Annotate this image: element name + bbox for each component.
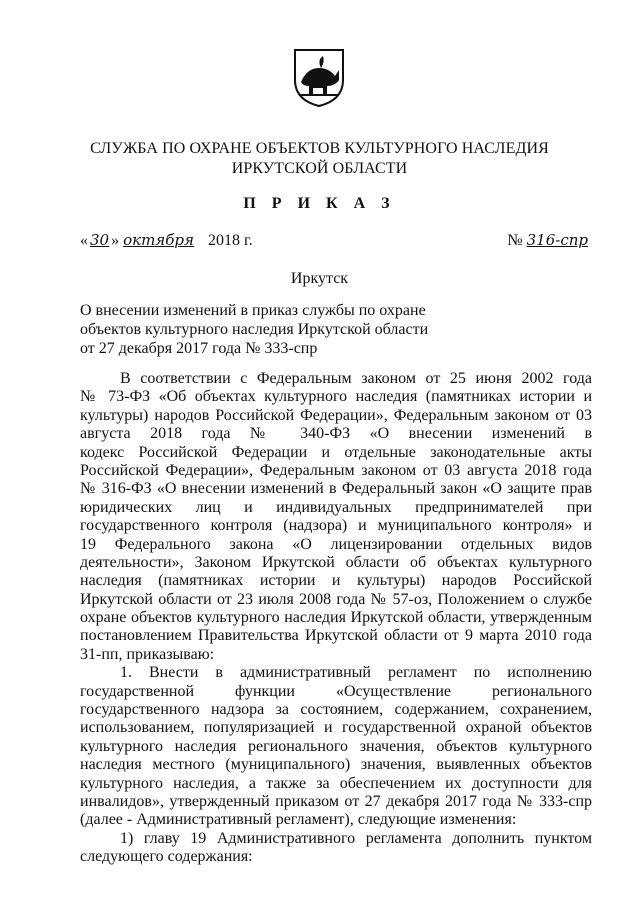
body-line: наследия (памятниках истории и культуры) народов Российской: [80, 572, 592, 590]
body-line: инвалидов», утвержденный приказом от 27 декабря 2017 года № 333-спр: [80, 792, 592, 810]
handwritten-number: 316-спр: [526, 231, 588, 249]
subject-line-3: от 27 декабря 2017 года № 333-спр: [80, 340, 318, 357]
body-line: государственного контроля (надзора) и муниципального контроля» и: [80, 517, 592, 535]
body-line: 19 Федерального закона «О лицензировании отдельных видов: [80, 535, 592, 553]
body-line: № 316-ФЗ «О внесении изменений в Федеральный закон «О защите прав: [80, 480, 592, 498]
body-line: использованием, популяризацией и государственной охраной объектов: [80, 719, 592, 737]
body-line: (далее - Административный регламент), следующие изменения:: [80, 811, 517, 829]
document-title: П Р И К А З: [243, 195, 396, 212]
organization-name: [0, 139, 639, 179]
body-line: юридических лиц и индивидуальных предпринимателей при: [80, 498, 592, 516]
body-line: государственного надзора за состоянием, содержанием, сохранением,: [80, 701, 592, 719]
year-text: 2018 г.: [207, 232, 253, 249]
body-line: деятельности», Законом Иркутской области об объектах культурного: [80, 553, 592, 571]
document-date: [80, 231, 253, 250]
handwritten-day: 30: [90, 231, 110, 249]
subject-line-1: О внесении изменений в приказ службы по охране: [80, 302, 426, 319]
body-line: 1. Внести в административный регламент по исполнению: [120, 664, 592, 682]
body-line: Иркутской области от 23 июля 2008 года № 57-оз, Положением о службе: [80, 590, 592, 608]
handwritten-month: октября: [123, 231, 194, 249]
date-number-row: [80, 231, 592, 255]
number-prefix: №: [507, 232, 523, 249]
body-line: наследия местного (муниципального) значения, выявленных объектов: [80, 756, 592, 774]
body-line: августа 2018 года № 340-ФЗ «О внесении изменений в: [80, 425, 592, 443]
irkutsk-coat-of-arms-icon: [291, 46, 347, 108]
document-number: [507, 231, 592, 250]
quote-close: »: [111, 232, 120, 249]
body-line: № 73-ФЗ «Об объектах культурного наследия (памятниках истории и: [80, 388, 592, 406]
body-line: Российской Федерации», Федеральным законом от 03 августа 2018 года: [80, 461, 592, 479]
document-body: [80, 370, 592, 867]
body-line: В соответствии с Федеральным законом от 25 июня 2002 года: [120, 370, 592, 387]
body-line: государственной функции «Осуществление регионального: [80, 682, 592, 700]
body-line: культурного наследия регионального значения, объектов культурного: [80, 737, 592, 755]
document-subject: [80, 301, 440, 358]
org-line-2: ИРКУТСКОЙ ОБЛАСТИ: [231, 160, 408, 177]
body-line: 1) главу 19 Административного регламента дополнить пунктом: [120, 829, 592, 847]
quote-open: «: [80, 232, 88, 249]
subject-line-2: объектов культурного наследия Иркутской области: [80, 321, 429, 338]
body-line: охране объектов культурного наследия Иркутской области, утвержденным: [80, 609, 592, 627]
body-line: постановлением Правительства Иркутской области от 9 марта 2010 года: [80, 627, 592, 645]
body-line: кодекс Российской Федерации и отдельные законодательные акты: [80, 443, 592, 461]
body-line: 31-пп, приказываю:: [80, 645, 215, 663]
org-line-1: СЛУЖБА ПО ОХРАНЕ ОБЪЕКТОВ КУЛЬТУРНОГО НАСЛЕДИЯ: [90, 140, 549, 157]
body-line: культурного наследия, а также за обеспечением их доступности для: [80, 774, 592, 792]
body-line: культуры) народов Российской Федерации», Федеральным законом от 03: [80, 406, 592, 424]
city-name: Иркутск: [290, 270, 349, 287]
body-line: следующего содержания:: [80, 848, 253, 866]
